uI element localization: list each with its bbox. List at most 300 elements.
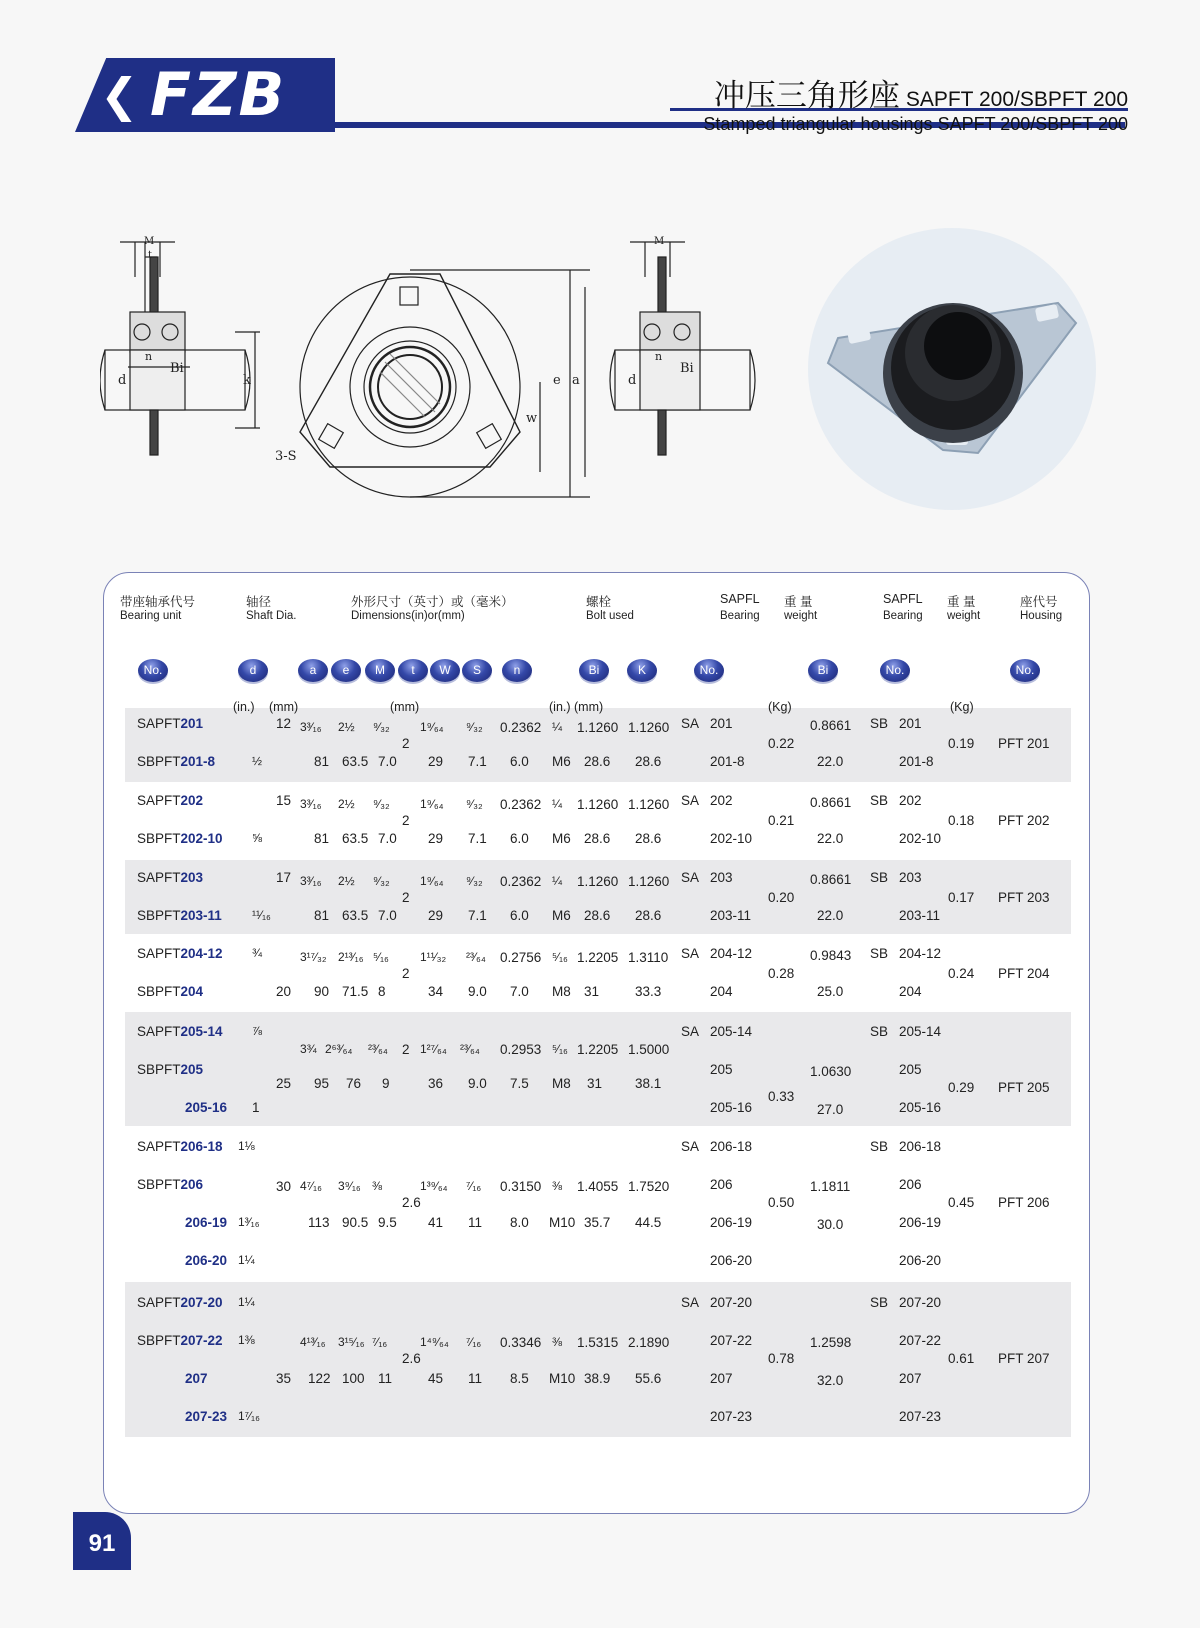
header-dims-cn: 外形尺寸（英寸）或（毫米） bbox=[351, 595, 514, 609]
r202-housing: PFT 202 bbox=[998, 813, 1050, 828]
r202-n-mm: 6.0 bbox=[510, 831, 529, 846]
r207-d-1: 1¼ bbox=[238, 1295, 255, 1309]
r204-unit-1-prefix: SAPFT bbox=[137, 946, 181, 961]
r201-bolt-mm: M6 bbox=[552, 754, 571, 769]
r206-n-mm: 8.0 bbox=[510, 1215, 529, 1230]
r206-a-in: 4⁷⁄₁₆ bbox=[300, 1179, 322, 1193]
r205-housing: PFT 205 bbox=[998, 1080, 1050, 1095]
r201-t: 2 bbox=[402, 736, 410, 751]
r206-unit-2 bbox=[137, 1177, 203, 1192]
header-bearing-unit-cn: 带座轴承代号 bbox=[120, 595, 196, 609]
r205-n-in: 0.2953 bbox=[500, 1042, 542, 1057]
r207-n-in: 0.3346 bbox=[500, 1335, 542, 1350]
r205-k-in: 1.5000 bbox=[628, 1042, 670, 1057]
r203-housing: PFT 203 bbox=[998, 890, 1050, 905]
r205-s-in: ²³⁄₆₄ bbox=[460, 1042, 480, 1056]
r203-a-mm: 81 bbox=[314, 908, 330, 923]
badge-no-housing: No. bbox=[1010, 659, 1040, 682]
r201-m-mm: 7.0 bbox=[378, 754, 397, 769]
label-d-right: d bbox=[628, 373, 637, 388]
r207-s-in: ⁷⁄₁₆ bbox=[466, 1335, 482, 1349]
header-weight-en-2: weight bbox=[947, 610, 981, 622]
r201-d-mm: 12 bbox=[276, 716, 292, 731]
r203-sa-1: 203 bbox=[710, 870, 733, 885]
r201-bi-mm: 28.6 bbox=[584, 754, 611, 769]
brand-logo: FZB bbox=[150, 60, 287, 130]
header-dims-en: Dimensions(in)or(mm) bbox=[351, 610, 465, 622]
r204-n-in: 0.2756 bbox=[500, 950, 542, 965]
page-number: 91 bbox=[73, 1512, 131, 1570]
r204-a-in: 3¹⁷⁄₃₂ bbox=[300, 950, 327, 964]
r206-d-mm: 30 bbox=[276, 1179, 292, 1194]
header-bearing-1: Bearing bbox=[720, 610, 760, 622]
r205-unit-3 bbox=[185, 1100, 227, 1115]
header-weight-cn-1: 重 量 bbox=[784, 595, 813, 609]
badge-k: K bbox=[627, 659, 657, 682]
unit-mm-2: (mm) bbox=[390, 700, 420, 714]
r203-bi2-mm: 22.0 bbox=[817, 908, 844, 923]
r206-bolt-in: ⅜ bbox=[552, 1179, 563, 1193]
r204-m-mm: 8 bbox=[378, 984, 386, 999]
r203-k-mm: 28.6 bbox=[635, 908, 662, 923]
r205-m-in: ²³⁄₆₄ bbox=[368, 1042, 388, 1056]
r207-m-in: ⁷⁄₁₆ bbox=[372, 1335, 388, 1349]
label-m: M bbox=[144, 236, 155, 247]
r203-d-in: ¹¹⁄₁₆ bbox=[252, 908, 271, 922]
r201-wt-2: 0.19 bbox=[948, 736, 975, 751]
r206-sa: SA bbox=[681, 1139, 700, 1154]
r204-housing: PFT 204 bbox=[998, 966, 1050, 981]
r207-sb-1: 207-20 bbox=[899, 1295, 942, 1310]
r207-w-in: 1⁴⁹⁄₆₄ bbox=[420, 1335, 449, 1349]
r206-d-3: 1³⁄₁₆ bbox=[238, 1215, 260, 1229]
r203-w-mm: 29 bbox=[428, 908, 444, 923]
r207-unit-2-prefix: SBPFT bbox=[137, 1333, 181, 1348]
r201-a-mm: 81 bbox=[314, 754, 330, 769]
r202-e-mm: 63.5 bbox=[342, 831, 369, 846]
badge-e: e bbox=[331, 659, 361, 682]
r207-unit-2 bbox=[137, 1333, 223, 1348]
r206-s-mm: 11 bbox=[468, 1215, 483, 1230]
r205-wt-2: 0.29 bbox=[948, 1080, 975, 1095]
badge-bi-2: Bi bbox=[808, 659, 838, 682]
r205-e-in: 2⁶³⁄₆₄ bbox=[325, 1042, 353, 1056]
r205-unit-1-code: 205-14 bbox=[180, 1024, 223, 1039]
r206-unit-1 bbox=[137, 1139, 223, 1154]
header-shaft-cn: 轴径 bbox=[246, 595, 272, 609]
r201-bi-in: 1.1260 bbox=[577, 720, 619, 735]
r201-bi2-mm: 22.0 bbox=[817, 754, 844, 769]
r206-e-in: 3⁹⁄₁₆ bbox=[338, 1179, 361, 1193]
r203-sa: SA bbox=[681, 870, 700, 885]
r205-unit-2 bbox=[137, 1062, 203, 1077]
r201-unit-2-code: 201-8 bbox=[180, 754, 216, 769]
r204-d-mm: 20 bbox=[276, 984, 292, 999]
r204-sb-2: 204 bbox=[899, 984, 922, 999]
label-bi: Bi bbox=[170, 361, 184, 376]
r204-bi-mm: 31 bbox=[584, 984, 600, 999]
r207-sa-1: 207-20 bbox=[710, 1295, 753, 1310]
header-weight-en-1: weight bbox=[784, 610, 818, 622]
label-t: t bbox=[148, 250, 153, 261]
r203-unit-1-prefix: SAPFT bbox=[137, 870, 181, 885]
r202-d-mm: 15 bbox=[276, 793, 292, 808]
r202-e-in: 2½ bbox=[338, 797, 355, 811]
r205-sa-2: 205 bbox=[710, 1062, 733, 1077]
r205-unit-1-prefix: SAPFT bbox=[137, 1024, 181, 1039]
r202-unit-2-code: 202-10 bbox=[180, 831, 223, 846]
r206-sb-2: 206 bbox=[899, 1177, 922, 1192]
product-photo bbox=[808, 228, 1096, 510]
r205-sb-3: 205-16 bbox=[899, 1100, 942, 1115]
r201-sb-1: 201 bbox=[899, 716, 922, 731]
r204-e-mm: 71.5 bbox=[342, 984, 369, 999]
r201-housing: PFT 201 bbox=[998, 736, 1050, 751]
r201-w-mm: 29 bbox=[428, 754, 444, 769]
r206-k-mm: 44.5 bbox=[635, 1215, 662, 1230]
r201-sb: SB bbox=[870, 716, 889, 731]
r207-bolt-in: ⅜ bbox=[552, 1335, 563, 1349]
r202-s-mm: 7.1 bbox=[468, 831, 487, 846]
r204-n-mm: 7.0 bbox=[510, 984, 529, 999]
r202-unit-2 bbox=[137, 831, 223, 846]
r201-sa-1: 201 bbox=[710, 716, 733, 731]
r206-d-1: 1⅛ bbox=[238, 1139, 255, 1153]
r206-bolt-mm: M10 bbox=[549, 1215, 576, 1230]
label-m-right: M bbox=[654, 236, 665, 247]
r203-m-mm: 7.0 bbox=[378, 908, 397, 923]
r206-wt-1: 0.50 bbox=[768, 1195, 795, 1210]
r206-s-in: ⁷⁄₁₆ bbox=[466, 1179, 482, 1193]
r201-unit-1-prefix: SAPFT bbox=[137, 716, 181, 731]
r207-unit-1 bbox=[137, 1295, 223, 1310]
r205-bi-in: 1.2205 bbox=[577, 1042, 619, 1057]
r204-unit-2-prefix: SBPFT bbox=[137, 984, 181, 999]
r203-d-mm: 17 bbox=[276, 870, 292, 885]
r205-a-mm: 95 bbox=[314, 1076, 330, 1091]
r206-unit-3 bbox=[185, 1215, 227, 1230]
r205-w-in: 1²⁷⁄₆₄ bbox=[420, 1042, 447, 1056]
r205-bolt-in: ⁵⁄₁₆ bbox=[552, 1042, 568, 1056]
r205-bi-mm: 31 bbox=[587, 1076, 603, 1091]
r204-s-mm: 9.0 bbox=[468, 984, 487, 999]
r202-sa: SA bbox=[681, 793, 700, 808]
r205-bi2-mm: 27.0 bbox=[817, 1102, 844, 1117]
r204-wt-1: 0.28 bbox=[768, 966, 795, 981]
r203-sb: SB bbox=[870, 870, 889, 885]
r203-unit-1-code: 203 bbox=[180, 870, 204, 885]
r207-sb-2: 207-22 bbox=[899, 1333, 942, 1348]
r203-k-in: 1.1260 bbox=[628, 874, 670, 889]
r207-bi2-mm: 32.0 bbox=[817, 1373, 844, 1388]
r203-a-in: 3³⁄₁₆ bbox=[300, 874, 322, 888]
r202-bi-in: 1.1260 bbox=[577, 797, 619, 812]
r206-t: 2.6 bbox=[402, 1195, 421, 1210]
r207-s-mm: 11 bbox=[468, 1371, 483, 1386]
r201-n-mm: 6.0 bbox=[510, 754, 529, 769]
r205-e-mm: 76 bbox=[346, 1076, 362, 1091]
r205-a-in: 3¾ bbox=[300, 1042, 317, 1056]
r203-bi-in: 1.1260 bbox=[577, 874, 619, 889]
r204-sb: SB bbox=[870, 946, 889, 961]
r207-d-4: 1⁷⁄₁₆ bbox=[238, 1409, 260, 1423]
r207-unit-4-code: 207-23 bbox=[185, 1409, 228, 1424]
r201-wt-1: 0.22 bbox=[768, 736, 795, 751]
r206-m-mm: 9.5 bbox=[378, 1215, 397, 1230]
badge-no-unit: No. bbox=[138, 659, 168, 682]
r203-bi2-in: 0.8661 bbox=[810, 872, 852, 887]
r201-k-in: 1.1260 bbox=[628, 720, 670, 735]
r206-w-mm: 41 bbox=[428, 1215, 444, 1230]
r206-wt-2: 0.45 bbox=[948, 1195, 975, 1210]
label-d: d bbox=[118, 373, 127, 388]
r203-unit-1 bbox=[137, 870, 203, 885]
r204-e-in: 2¹³⁄₁₆ bbox=[338, 950, 364, 964]
r204-bolt-mm: M8 bbox=[552, 984, 571, 999]
unit-in-mm-2: (in.) (mm) bbox=[549, 700, 604, 714]
header-housing-cn: 座代号 bbox=[1020, 595, 1058, 609]
r203-unit-2-code: 203-11 bbox=[180, 908, 222, 923]
r205-m-mm: 9 bbox=[382, 1076, 390, 1091]
r202-bi-mm: 28.6 bbox=[584, 831, 611, 846]
r202-bolt-in: ¼ bbox=[552, 797, 563, 811]
r207-e-in: 3¹⁵⁄₁₆ bbox=[338, 1335, 365, 1349]
r202-d-in: ⅝ bbox=[252, 831, 263, 845]
label-w: w bbox=[526, 411, 538, 426]
r205-sa-3: 205-16 bbox=[710, 1100, 753, 1115]
r204-bi2-mm: 25.0 bbox=[817, 984, 844, 999]
r207-wt-2: 0.61 bbox=[948, 1351, 975, 1366]
badge-d: d bbox=[238, 659, 268, 682]
r202-w-mm: 29 bbox=[428, 831, 444, 846]
r207-m-mm: 11 bbox=[378, 1371, 393, 1386]
bearing-housing-image bbox=[808, 228, 1096, 510]
badge-m: M bbox=[365, 659, 395, 682]
r202-a-in: 3³⁄₁₆ bbox=[300, 797, 322, 811]
r207-a-mm: 122 bbox=[308, 1371, 331, 1386]
header-weight-cn-2: 重 量 bbox=[947, 595, 976, 609]
r201-bi2-in: 0.8661 bbox=[810, 718, 852, 733]
r207-housing: PFT 207 bbox=[998, 1351, 1050, 1366]
r206-unit-4-code: 206-20 bbox=[185, 1253, 228, 1268]
unit-in-1: (in.) bbox=[233, 700, 255, 714]
side-view-right bbox=[610, 236, 755, 455]
r207-unit-1-code: 207-20 bbox=[180, 1295, 223, 1310]
r206-unit-1-code: 206-18 bbox=[180, 1139, 223, 1154]
header-shaft-en: Shaft Dia. bbox=[246, 610, 297, 622]
badge-t: t bbox=[398, 659, 428, 682]
r206-sa-4: 206-20 bbox=[710, 1253, 753, 1268]
r204-a-mm: 90 bbox=[314, 984, 330, 999]
r203-s-in: ⁹⁄₃₂ bbox=[466, 874, 483, 888]
page-title-code: SAPFT 200/SBPFT 200 bbox=[905, 88, 1128, 111]
r205-bi2-in: 1.0630 bbox=[810, 1064, 852, 1079]
r207-bi-mm: 38.9 bbox=[584, 1371, 611, 1386]
r206-unit-2-code: 206 bbox=[180, 1177, 204, 1192]
r205-w-mm: 36 bbox=[428, 1076, 444, 1091]
unit-mm-1: (mm) bbox=[269, 700, 299, 714]
r204-bi2-in: 0.9843 bbox=[810, 948, 852, 963]
header-bolt-cn: 螺栓 bbox=[586, 595, 612, 609]
r202-wt-1: 0.21 bbox=[768, 813, 795, 828]
r206-unit-1-prefix: SAPFT bbox=[137, 1139, 181, 1154]
r204-w-mm: 34 bbox=[428, 984, 444, 999]
r205-bolt-mm: M8 bbox=[552, 1076, 571, 1091]
r206-k-in: 1.7520 bbox=[628, 1179, 670, 1194]
r201-m-in: ⁹⁄₃₂ bbox=[373, 720, 390, 734]
label-n-right: n bbox=[655, 350, 663, 363]
r207-unit-3-code: 207 bbox=[185, 1371, 208, 1386]
r204-s-in: ²³⁄₆₄ bbox=[466, 950, 486, 964]
r204-unit-2-code: 204 bbox=[180, 984, 204, 999]
badge-bi: Bi bbox=[579, 659, 609, 682]
badge-no-sa: No. bbox=[694, 659, 724, 682]
label-3s: 3-S bbox=[275, 449, 297, 464]
badge-no-sb: No. bbox=[880, 659, 910, 682]
r206-m-in: ⅜ bbox=[372, 1179, 383, 1193]
r207-sa-4: 207-23 bbox=[710, 1409, 753, 1424]
r206-bi2-in: 1.1811 bbox=[810, 1179, 851, 1194]
r207-wt-1: 0.78 bbox=[768, 1351, 795, 1366]
page-title-cn: 冲压三角形座 bbox=[713, 78, 900, 113]
r204-sb-1: 204-12 bbox=[899, 946, 942, 961]
r207-unit-3 bbox=[185, 1371, 208, 1386]
r206-e-mm: 90.5 bbox=[342, 1215, 369, 1230]
r207-e-mm: 100 bbox=[342, 1371, 365, 1386]
r202-bi2-mm: 22.0 bbox=[817, 831, 844, 846]
r207-sb-4: 207-23 bbox=[899, 1409, 942, 1424]
r202-a-mm: 81 bbox=[314, 831, 330, 846]
label-bi-right: Bi bbox=[680, 361, 694, 376]
r203-e-mm: 63.5 bbox=[342, 908, 369, 923]
r206-bi2-mm: 30.0 bbox=[817, 1217, 844, 1232]
r204-t: 2 bbox=[402, 966, 410, 981]
r207-sa: SA bbox=[681, 1295, 700, 1310]
r207-sb-3: 207 bbox=[899, 1371, 922, 1386]
r205-unit-1 bbox=[137, 1024, 223, 1039]
r201-w-in: 1⁹⁄₆₄ bbox=[420, 720, 444, 734]
side-view-left bbox=[100, 236, 260, 455]
r203-t: 2 bbox=[402, 890, 410, 905]
r203-sb-1: 203 bbox=[899, 870, 922, 885]
r202-w-in: 1⁹⁄₆₄ bbox=[420, 797, 444, 811]
r207-k-mm: 55.6 bbox=[635, 1371, 662, 1386]
r204-m-in: ⁵⁄₁₆ bbox=[373, 950, 389, 964]
r206-sb-4: 206-20 bbox=[899, 1253, 942, 1268]
r202-wt-2: 0.18 bbox=[948, 813, 975, 828]
header-sapfl-2: SAPFL bbox=[883, 592, 923, 606]
r202-t: 2 bbox=[402, 813, 410, 828]
r203-bi-mm: 28.6 bbox=[584, 908, 611, 923]
r207-sa-3: 207 bbox=[710, 1371, 733, 1386]
r203-e-in: 2½ bbox=[338, 874, 355, 888]
r204-unit-1-code: 204-12 bbox=[180, 946, 223, 961]
r206-sb-3: 206-19 bbox=[899, 1215, 942, 1230]
r205-n-mm: 7.5 bbox=[510, 1076, 529, 1091]
r201-k-mm: 28.6 bbox=[635, 754, 662, 769]
r201-s-mm: 7.1 bbox=[468, 754, 487, 769]
r203-n-in: 0.2362 bbox=[500, 874, 542, 889]
r202-sb-1: 202 bbox=[899, 793, 922, 808]
r205-sa: SA bbox=[681, 1024, 700, 1039]
r202-sb: SB bbox=[870, 793, 889, 808]
r201-unit-2 bbox=[137, 754, 215, 769]
header-bearing-2: Bearing bbox=[883, 610, 923, 622]
header-bearing-unit-en: Bearing unit bbox=[120, 610, 182, 622]
r202-m-in: ⁹⁄₃₂ bbox=[373, 797, 390, 811]
r203-w-in: 1⁹⁄₆₄ bbox=[420, 874, 444, 888]
r204-bolt-in: ⁵⁄₁₆ bbox=[552, 950, 568, 964]
r202-sa-1: 202 bbox=[710, 793, 733, 808]
r204-sa: SA bbox=[681, 946, 700, 961]
r204-k-in: 1.3110 bbox=[628, 950, 669, 965]
header-bolt-en: Bolt used bbox=[586, 610, 634, 622]
r202-sa-2: 202-10 bbox=[710, 831, 753, 846]
r201-e-mm: 63.5 bbox=[342, 754, 369, 769]
r203-bolt-mm: M6 bbox=[552, 908, 571, 923]
technical-drawing bbox=[100, 232, 780, 532]
r203-unit-2 bbox=[137, 908, 222, 923]
r206-unit-3-code: 206-19 bbox=[185, 1215, 228, 1230]
r205-d-mm: 25 bbox=[276, 1076, 292, 1091]
r206-d-4: 1¼ bbox=[238, 1253, 255, 1267]
r201-d-in: ½ bbox=[252, 754, 263, 768]
r207-sa-2: 207-22 bbox=[710, 1333, 753, 1348]
page-subtitle: Stamped triangular housings SAPFT 200/SBPFT 200 bbox=[703, 114, 1128, 134]
r207-bi2-in: 1.2598 bbox=[810, 1335, 852, 1350]
r204-bi-in: 1.2205 bbox=[577, 950, 619, 965]
r202-n-in: 0.2362 bbox=[500, 797, 542, 812]
r203-unit-2-prefix: SBPFT bbox=[137, 908, 181, 923]
unit-kg-1: (Kg) bbox=[768, 700, 792, 714]
r204-k-mm: 33.3 bbox=[635, 984, 662, 999]
r206-sb-1: 206-18 bbox=[899, 1139, 942, 1154]
r202-m-mm: 7.0 bbox=[378, 831, 397, 846]
r201-a-in: 3³⁄₁₆ bbox=[300, 720, 322, 734]
r204-wt-2: 0.24 bbox=[948, 966, 975, 981]
r205-unit-3-code: 205-16 bbox=[185, 1100, 228, 1115]
r202-bolt-mm: M6 bbox=[552, 831, 571, 846]
r206-sb: SB bbox=[870, 1139, 889, 1154]
r207-w-mm: 45 bbox=[428, 1371, 444, 1386]
r206-unit-2-prefix: SBPFT bbox=[137, 1177, 181, 1192]
r206-w-in: 1³⁹⁄₆₄ bbox=[420, 1179, 448, 1193]
r201-unit-1 bbox=[137, 716, 203, 731]
r205-unit-2-code: 205 bbox=[180, 1062, 204, 1077]
r206-a-mm: 113 bbox=[308, 1215, 330, 1230]
r207-d-mm: 35 bbox=[276, 1371, 292, 1386]
r205-t: 2 bbox=[402, 1042, 410, 1057]
r205-d-1: ⅞ bbox=[252, 1024, 263, 1038]
label-e: e bbox=[553, 373, 561, 388]
r204-unit-2 bbox=[137, 984, 203, 999]
r205-sb-1: 205-14 bbox=[899, 1024, 942, 1039]
r205-sb: SB bbox=[870, 1024, 889, 1039]
badge-w: W bbox=[430, 659, 460, 682]
r202-k-mm: 28.6 bbox=[635, 831, 662, 846]
r205-k-mm: 38.1 bbox=[635, 1076, 662, 1091]
page-title bbox=[714, 70, 1128, 115]
r206-unit-4 bbox=[185, 1253, 227, 1268]
unit-kg-2: (Kg) bbox=[950, 700, 974, 714]
r203-sb-2: 203-11 bbox=[899, 908, 941, 923]
r207-unit-2-code: 207-22 bbox=[180, 1333, 223, 1348]
label-a: a bbox=[572, 373, 580, 388]
r207-n-mm: 8.5 bbox=[510, 1371, 529, 1386]
r202-s-in: ⁹⁄₃₂ bbox=[466, 797, 483, 811]
r202-unit-1 bbox=[137, 793, 203, 808]
r204-w-in: 1¹¹⁄₃₂ bbox=[420, 950, 447, 964]
